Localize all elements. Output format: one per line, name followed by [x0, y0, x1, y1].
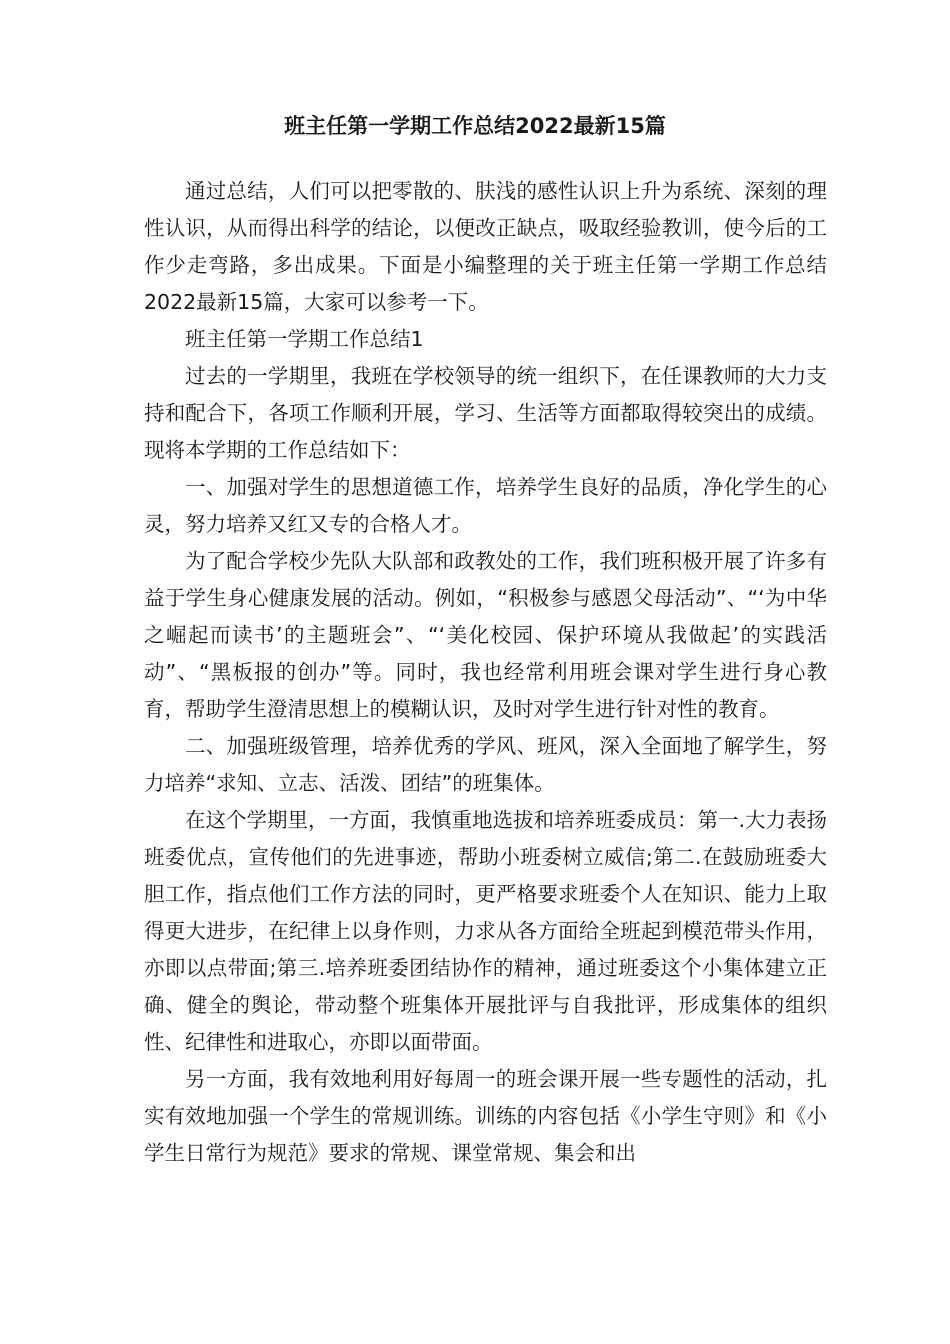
document-body — [144, 173, 827, 1172]
intro-paragraph: 通过总结，人们可以把零散的、肤浅的感性认识上升为系统、深刻的理性认识，从而得出科学的结论，以便改正缺点，吸取经验教训，使今后的工作少走弯路，多出成果。下面是小编整理的关于班主任第一学期工作总结2022最新15篇，大家可以参考一下。 — [144, 179, 827, 314]
section-heading: 班主任第一学期工作总结1 — [185, 327, 424, 351]
body-paragraph: 一、加强对学生的思想道德工作，培养学生良好的品质，净化学生的心灵，努力培养又红又专的合格人才。 — [144, 475, 827, 536]
body-paragraph: 在这个学期里，一方面，我慎重地选拔和培养班委成员：第一.大力表扬班委优点，宣传他们的先进事迹，帮助小班委树立威信;第二.在鼓励班委大胆工作，指点他们工作方法的同时，更严格要求班委个人在知识、能力上取得更大进步，在纪律上以身作则，力求从各方面给全班起到模范带头作用，亦即以点带面;第三.培养班委团结协作的精神，通过班委这个小集体建立正确、健全的舆论，带动整个班集体开展批评与自我批评，形成集体的组织性、纪律性和进取心，亦即以面带面。 — [144, 808, 828, 1054]
body-paragraph: 另一方面，我有效地利用好每周一的班会课开展一些专题性的活动，扎实有效地加强一个学生的常规训练。训练的内容包括《小学生守则》和《小学生日常行为规范》要求的常规、课堂常规、集会和出 — [144, 1067, 827, 1165]
body-paragraph: 为了配合学校少先队大队部和政教处的工作，我们班积极开展了许多有益于学生身心健康发展的活动。例如，“积极参与感恩父母活动”、“‘为中华之崛起而读书’的主题班会”、“‘美化校园、保护环境从我做起’的实践活动”、“黑板报的创办”等。同时，我也经常利用班会课对学生进行身心教育，帮助学生澄清思想上的模糊认识，及时对学生进行针对性的教育。 — [144, 549, 827, 721]
body-paragraph: 二、加强班级管理，培养优秀的学风、班风，深入全面地了解学生，努力培养“求知、立志、活泼、团结”的班集体。 — [144, 734, 827, 795]
body-paragraph: 过去的一学期里，我班在学校领导的统一组织下，在任课教师的大力支持和配合下，各项工作顺利开展，学习、生活等方面都取得较突出的成绩。现将本学期的工作总结如下： — [144, 364, 827, 462]
document-title: 班主任第一学期工作总结2022最新15篇 — [284, 114, 666, 138]
